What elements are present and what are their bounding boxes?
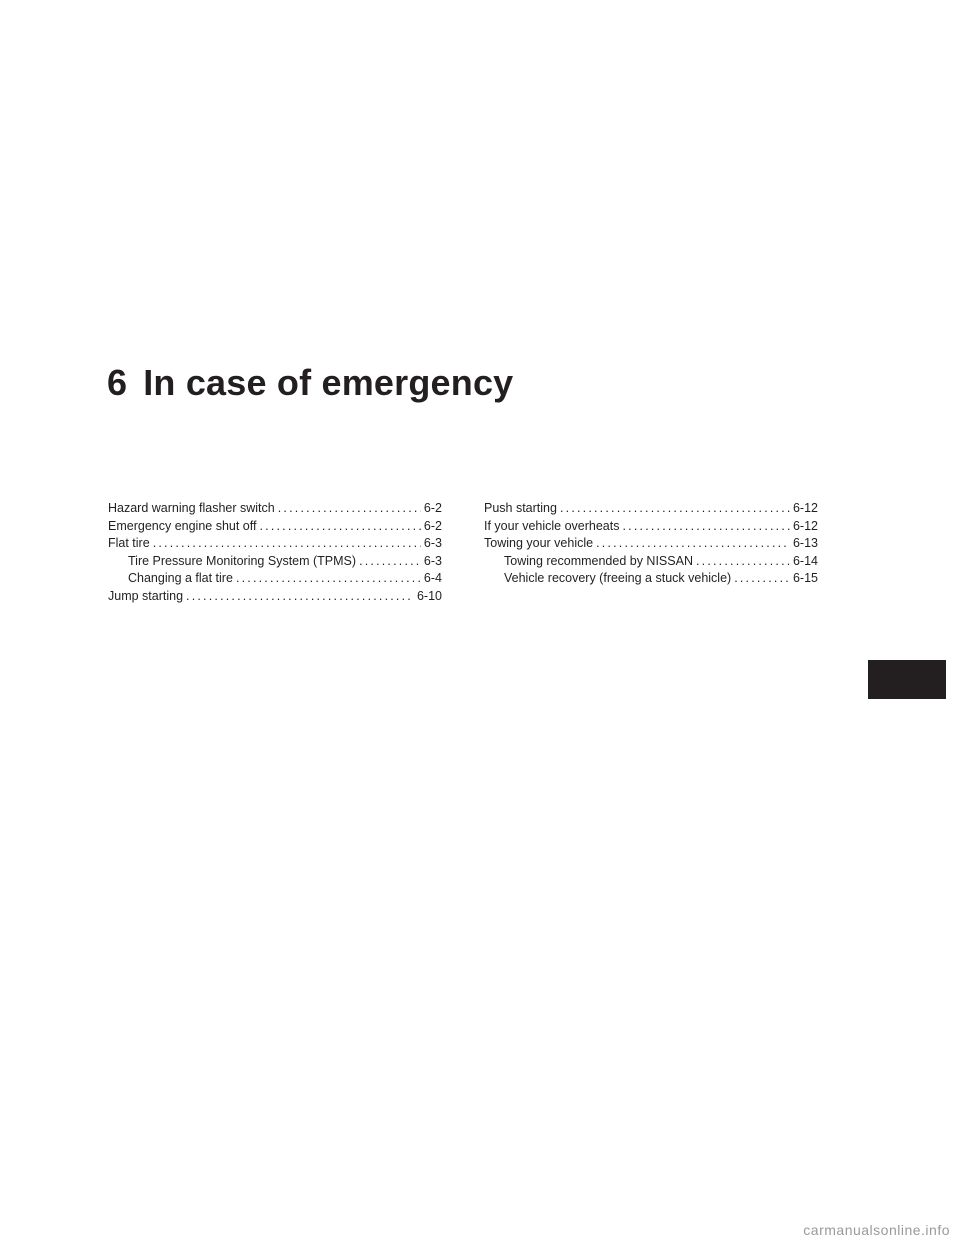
chapter-thumb-tab: [868, 660, 946, 699]
toc-entry[interactable]: [484, 535, 818, 553]
toc-entry-page: 6-12: [792, 518, 818, 533]
toc-entry-label: If your vehicle overheats: [484, 518, 620, 533]
toc-entry-label: Emergency engine shut off: [108, 518, 257, 533]
toc-leader-dots: [259, 518, 420, 536]
toc-leader-dots: [278, 500, 421, 518]
toc-leader-dots: [596, 535, 790, 553]
chapter-number: 6: [107, 362, 128, 403]
toc-entry-label: Push starting: [484, 501, 557, 515]
toc-right-column: [484, 500, 818, 588]
toc-entry-page: 6-4: [423, 571, 442, 585]
toc-entry-label: Tire Pressure Monitoring System (TPMS): [128, 553, 357, 568]
toc-leader-dots: [734, 570, 790, 588]
toc-leader-dots: [186, 588, 414, 606]
toc-entry-label: Towing your vehicle: [484, 536, 594, 550]
toc-entry[interactable]: [108, 500, 442, 518]
toc-entry-label: Jump starting: [108, 588, 184, 603]
toc-leader-dots: [153, 535, 421, 553]
chapter-name: In case of emergency: [143, 362, 514, 403]
toc-entry[interactable]: [108, 535, 442, 553]
chapter-title: [107, 361, 513, 405]
toc-entry-label: Vehicle recovery (freeing a stuck vehicle): [504, 571, 732, 585]
toc-entry-page: 6-2: [423, 518, 442, 533]
toc-entry-page: 6-3: [423, 553, 442, 568]
toc-entry-page: 6-10: [416, 588, 442, 603]
toc-left-column: [108, 500, 442, 605]
toc-leader-dots: [560, 500, 790, 518]
toc-entry-page: 6-14: [792, 553, 818, 568]
toc-entry-label: Hazard warning flasher switch: [108, 501, 275, 515]
toc-entry-label: Changing a flat tire: [128, 571, 233, 585]
toc-subentry[interactable]: [484, 570, 818, 588]
toc-subentry[interactable]: [108, 570, 442, 588]
site-watermark: carmanualsonline.info: [803, 1222, 950, 1238]
toc-entry-page: 6-15: [792, 571, 818, 585]
toc-entry-label: Towing recommended by NISSAN: [504, 553, 693, 568]
toc-subentry[interactable]: [108, 553, 442, 571]
toc-leader-dots: [623, 518, 790, 536]
toc-entry-label: Flat tire: [108, 536, 150, 550]
toc-entry-page: 6-13: [792, 536, 818, 550]
toc-entry-page: 6-2: [423, 501, 442, 515]
toc-leader-dots: [236, 570, 421, 588]
toc-entry[interactable]: [484, 500, 818, 518]
toc-entry-page: 6-3: [423, 536, 442, 550]
toc-entry[interactable]: [108, 518, 442, 536]
toc-subentry[interactable]: [484, 553, 818, 571]
toc-leader-dots: [359, 553, 421, 571]
toc-entry[interactable]: [484, 518, 818, 536]
toc-entry[interactable]: [108, 588, 442, 606]
toc-leader-dots: [696, 553, 790, 571]
toc-entry-page: 6-12: [792, 501, 818, 515]
